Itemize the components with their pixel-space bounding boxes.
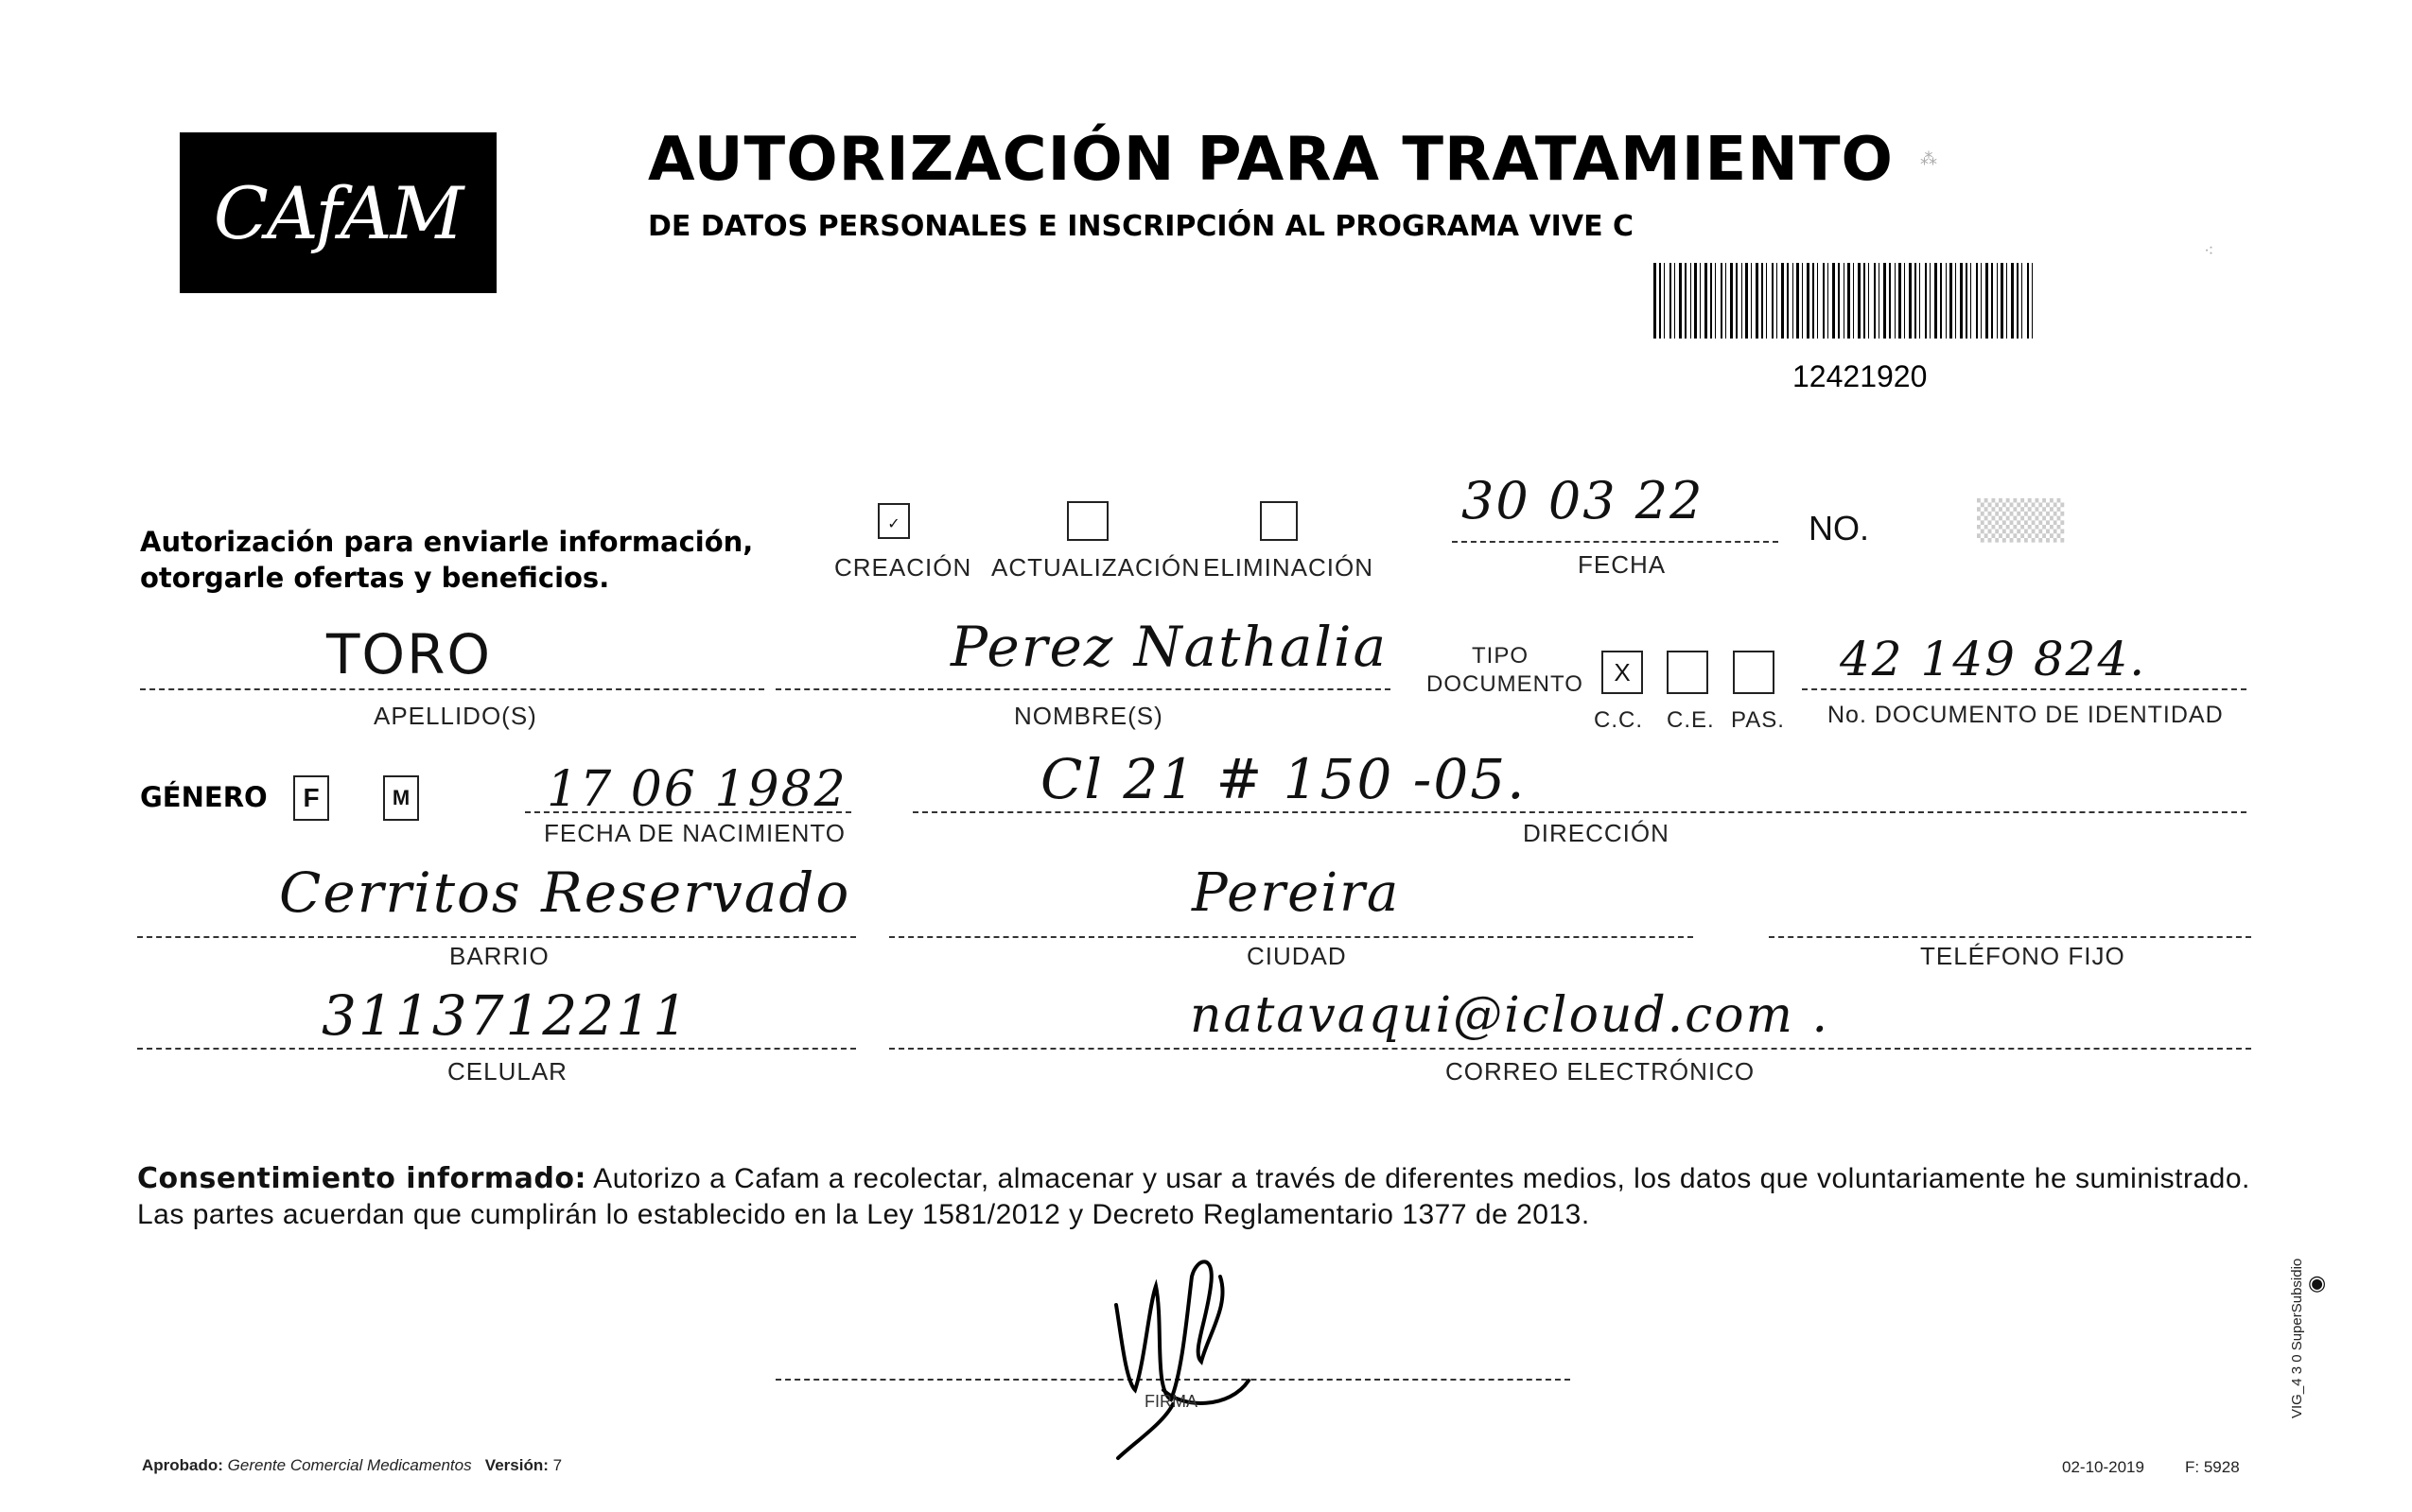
barcode-bar <box>1858 263 1861 339</box>
barcode-bar <box>1766 263 1767 339</box>
barcode-bar <box>2021 263 2022 339</box>
fecha-handwritten-value: 30 03 22 <box>1461 471 1704 530</box>
footer-form-code: F: 5928 <box>2185 1458 2240 1476</box>
barcode-bar <box>1710 263 1712 339</box>
barcode-bar <box>1751 263 1752 339</box>
barcode-bar <box>1745 263 1748 339</box>
ciudad-handwritten-value: Pereira <box>1192 862 1401 924</box>
cafam-logo <box>180 132 497 293</box>
consent-paragraph <box>137 1161 2256 1233</box>
approval-footer <box>142 1456 562 1475</box>
barcode-bar <box>1776 263 1777 339</box>
barcode-bar <box>2017 263 2019 339</box>
barcode-bar <box>1781 263 1784 339</box>
ce-label: C.E. <box>1667 707 1715 733</box>
barcode-bar <box>2027 263 2029 339</box>
barcode-bar <box>1997 263 1998 339</box>
barcode-bar <box>1898 263 1901 339</box>
barcode-bar <box>1817 263 1818 339</box>
documento-label: No. DOCUMENTO DE IDENTIDAD <box>1827 702 2224 728</box>
barcode-bar <box>1685 263 1687 339</box>
barcode-bar <box>2006 263 2007 339</box>
check-mark: ✓ <box>887 516 900 532</box>
aprobado-value: Gerente Comercial Medicamentos <box>227 1456 472 1474</box>
correo-label: CORREO ELECTRÓNICO <box>1445 1057 1756 1086</box>
authorization-intro-line2: otorgarle ofertas y beneficios. <box>140 562 610 594</box>
barcode-bar <box>1756 263 1758 339</box>
creacion-checkbox[interactable] <box>878 503 910 539</box>
barcode-bar <box>1772 263 1774 339</box>
barcode-bar <box>1853 263 1854 339</box>
barcode-bar <box>1985 263 1988 339</box>
celular-line <box>137 1048 856 1050</box>
barcode-bar <box>1919 263 1920 339</box>
fecha-nacimiento-label: FECHA DE NACIMIENTO <box>544 819 847 847</box>
barcode-bar <box>1802 263 1803 339</box>
barcode-bar <box>1761 263 1763 339</box>
fecha-line <box>1452 541 1778 543</box>
scan-smudge-mark: ⁖ <box>2204 241 2214 261</box>
cc-label: C.C. <box>1594 707 1643 733</box>
barcode-bar <box>1909 263 1912 339</box>
barcode-bar <box>2011 263 2014 339</box>
side-vertical-text: VIG_4 3 0 SuperSubsidio <box>2289 1258 2305 1418</box>
barcode-bar <box>1669 263 1671 339</box>
form-subtitle: DE DATOS PERSONALES E INSCRIPCIÓN AL PROGRAMA VIVE C <box>648 210 1634 243</box>
nombre-handwritten-value: Perez Nathalia <box>951 615 1389 679</box>
tipo-documento-label-line1: TIPO <box>1472 643 1529 669</box>
barcode-bar <box>2032 263 2033 339</box>
supersubsidio-icon: ◉ <box>2308 1272 2327 1295</box>
ciudad-line <box>889 936 1693 938</box>
documento-handwritten-value: 42 149 824. <box>1840 632 2147 686</box>
ce-checkbox[interactable] <box>1667 651 1708 694</box>
barcode-bar <box>1664 263 1665 339</box>
barcode-bar <box>1946 263 1947 339</box>
fecha-nacimiento-line <box>525 811 851 813</box>
barcode-bar <box>1981 263 1982 339</box>
fecha-label: FECHA <box>1578 550 1667 579</box>
barcode-bar <box>1966 263 1967 339</box>
eliminacion-checkbox[interactable] <box>1260 501 1298 541</box>
eliminacion-label: ELIMINACIÓN <box>1203 553 1374 582</box>
barcode-bar <box>1889 263 1891 339</box>
barcode-bar <box>1694 263 1697 339</box>
tipo-documento-label-line2: DOCUMENTO <box>1426 671 1583 697</box>
faded-stamp-number: ▒▒▒ <box>1977 499 2065 543</box>
barcode-image <box>1653 263 2041 339</box>
barcode-bar <box>1904 263 1905 339</box>
barcode-bar <box>1955 263 1956 339</box>
barcode-bar <box>1960 263 1963 339</box>
barcode-bar <box>1807 263 1809 339</box>
barcode-bar <box>1895 263 1896 339</box>
barcode-bar <box>1796 263 1799 339</box>
barcode-bar <box>1690 263 1691 339</box>
barcode-bar <box>1874 263 1876 339</box>
barcode-bar <box>1679 263 1682 339</box>
fecha-nacimiento-handwritten-value: 17 06 1982 <box>547 761 848 818</box>
version-value: 7 <box>552 1456 563 1474</box>
barcode-bar <box>1812 263 1814 339</box>
barrio-label: BARRIO <box>449 942 550 970</box>
barcode-bar <box>1653 263 1656 339</box>
barcode-bar <box>1704 263 1707 339</box>
creacion-label: CREACIÓN <box>834 553 972 582</box>
barcode-bar <box>1863 263 1865 339</box>
barcode-bar <box>1736 263 1738 339</box>
barcode-bar <box>2001 263 2003 339</box>
direccion-line <box>913 811 2246 813</box>
apellido-handwritten-value: TORO <box>326 622 493 686</box>
barcode-bar <box>1940 263 1942 339</box>
barcode-bar <box>1925 263 1927 339</box>
barcode-bar <box>1730 263 1733 339</box>
barcode-bar <box>1991 263 1993 339</box>
barrio-line <box>137 936 856 938</box>
actualizacion-checkbox[interactable] <box>1067 501 1109 541</box>
apellido-label: APELLIDO(S) <box>374 702 537 730</box>
pas-label: PAS. <box>1731 707 1785 733</box>
barcode-bar <box>1827 263 1828 339</box>
version-label: Versión: <box>484 1456 549 1474</box>
barcode-number: 12421920 <box>1792 359 1928 393</box>
apellido-line <box>140 688 764 690</box>
form-title: AUTORIZACIÓN PARA TRATAMIENTO <box>648 125 1894 195</box>
ciudad-label: CIUDAD <box>1247 942 1347 970</box>
barcode-bar <box>1838 263 1840 339</box>
nombre-line <box>776 688 1390 690</box>
barcode-bar <box>1823 263 1825 339</box>
barcode-bar <box>1934 263 1937 339</box>
barcode-bar <box>1721 263 1722 339</box>
barcode-bar <box>1883 263 1886 339</box>
barcode-bar <box>1847 263 1850 339</box>
correo-handwritten-value: natavaqui@icloud.com . <box>1190 987 1829 1044</box>
handwritten-signature <box>1097 1248 1267 1466</box>
barcode-bar <box>1949 263 1952 339</box>
numero-label: NO. <box>1809 509 1870 547</box>
logo-text: CAfAM <box>213 171 463 255</box>
direccion-handwritten-value: Cl 21 # 150 -05. <box>1040 747 1527 811</box>
barcode-bar <box>1700 263 1701 339</box>
consent-lead: Consentimiento informado: <box>137 1162 586 1195</box>
x-mark: X <box>1614 658 1631 686</box>
consent-text: Autorizo a Cafam a recolectar, almacenar y usar a través de diferentes medios, los datos que voluntariamente he suministrado. Las partes acuerdan que cumplirán lo establecido en la Ley 1581/2012 y Decreto Reglamentario 1377 de 2013. <box>137 1163 2250 1230</box>
actualizacion-label: ACTUALIZACIÓN <box>991 553 1201 582</box>
barcode-bar <box>1792 263 1793 339</box>
barcode-bar <box>1659 263 1661 339</box>
barcode-bar <box>1868 263 1869 339</box>
barcode-bar <box>1976 263 1978 339</box>
aprobado-label: Aprobado: <box>142 1456 223 1474</box>
telefono-fijo-line <box>1769 936 2251 938</box>
celular-handwritten-value: 3113712211 <box>322 983 690 1048</box>
telefono-fijo-label: TELÉFONO FIJO <box>1920 942 2125 970</box>
authorization-intro-line1: Autorización para enviarle información, <box>140 526 754 558</box>
direccion-label: DIRECCIÓN <box>1523 819 1669 847</box>
barcode-bar <box>1914 263 1916 339</box>
pasaporte-checkbox[interactable] <box>1733 651 1774 694</box>
genero-label: GÉNERO <box>140 781 268 813</box>
barrio-handwritten-value: Cerritos Reservado <box>279 860 851 925</box>
barcode-bar <box>1930 263 1931 339</box>
barcode-bar <box>1715 263 1716 339</box>
cc-checkbox[interactable] <box>1601 651 1643 694</box>
nombre-label: NOMBRE(S) <box>1014 702 1163 730</box>
correo-line <box>889 1048 2251 1050</box>
footer-date: 02-10-2019 <box>2062 1458 2144 1476</box>
celular-label: CELULAR <box>447 1057 568 1086</box>
documento-line <box>1802 688 2246 690</box>
signature-label: FIRMA <box>1145 1392 1197 1411</box>
barcode-bar <box>1832 263 1835 339</box>
genero-m-checkbox[interactable]: M <box>383 775 419 821</box>
barcode-bar <box>1674 263 1675 339</box>
barcode-bar <box>1725 263 1726 339</box>
barcode-bar <box>1741 263 1742 339</box>
barcode-bar <box>1787 263 1789 339</box>
scan-smudge-mark: ⁂ <box>1920 149 1937 169</box>
barcode-bar <box>1970 263 1971 339</box>
genero-f-checkbox[interactable]: F <box>293 775 329 821</box>
